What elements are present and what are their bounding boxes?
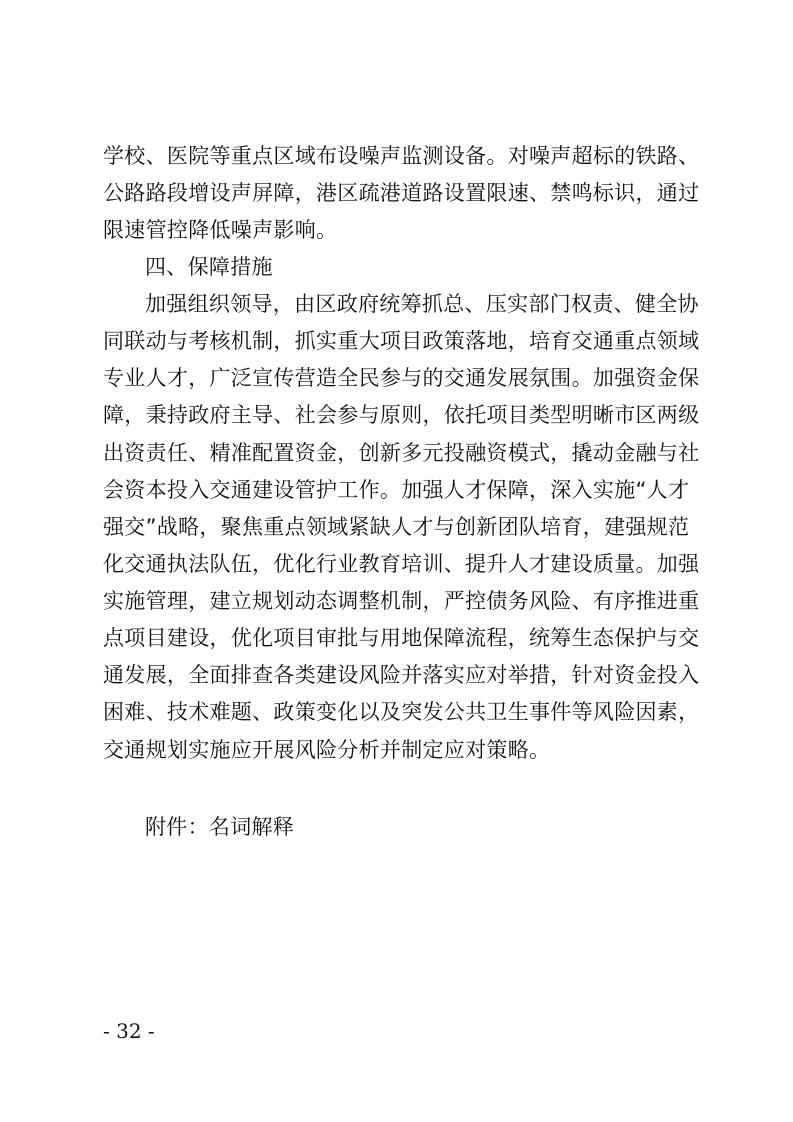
body-text-line: 交通规划实施应开展风险分析并制定应对策略。 xyxy=(103,738,551,762)
body-text-line: 学校、医院等重点区域布设噪声监测设备。对噪声超标的铁路、 xyxy=(103,144,700,168)
body-text-line: 专业人才，广泛宣传营造全民参与的交通发展氛围。加强资金保 xyxy=(103,366,700,390)
body-text-line: 障，秉持政府主导、社会参与原则，依托项目类型明晰市区两级 xyxy=(103,403,700,427)
body-text-line: 同联动与考核机制，抓实重大项目政策落地，培育交通重点领域 xyxy=(103,329,700,353)
body-text-line: 加强组织领导，由区政府统筹抓总、压实部门权责、健全协 xyxy=(145,292,699,316)
body-text-line: 出资责任、精准配置资金，创新多元投融资模式，撬动金融与社 xyxy=(103,441,700,465)
body-text-line: 公路路段增设声屏障，港区疏港道路设置限速、禁鸣标识，通过 xyxy=(103,181,700,205)
body-text-line: 困难、技术难题、政策变化以及突发公共卫生事件等风险因素， xyxy=(103,700,700,724)
body-text-line: 点项目建设，优化项目审批与用地保障流程，统筹生态保护与交 xyxy=(103,626,700,650)
page-number: - 32 - xyxy=(103,1019,155,1043)
section-heading: 四、保障措施 xyxy=(145,255,273,279)
body-text-line: 限速管控降低噪声影响。 xyxy=(103,218,338,242)
body-text-line: 通发展，全面排查各类建设风险并落实应对举措，针对资金投入 xyxy=(103,663,700,687)
body-text-line: 实施管理，建立规划动态调整机制，严控债务风险、有序推进重 xyxy=(103,589,700,613)
body-text-line: 强交”战略，聚焦重点领域紧缺人才与创新团队培育，建强规范 xyxy=(103,515,690,539)
body-text-line: 化交通执法队伍，优化行业教育培训、提升人才建设质量。加强 xyxy=(103,552,700,576)
attachment-note: 附件：名词解释 xyxy=(145,815,295,839)
body-text-line: 会资本投入交通建设管护工作。加强人才保障，深入实施“人才 xyxy=(103,478,690,502)
